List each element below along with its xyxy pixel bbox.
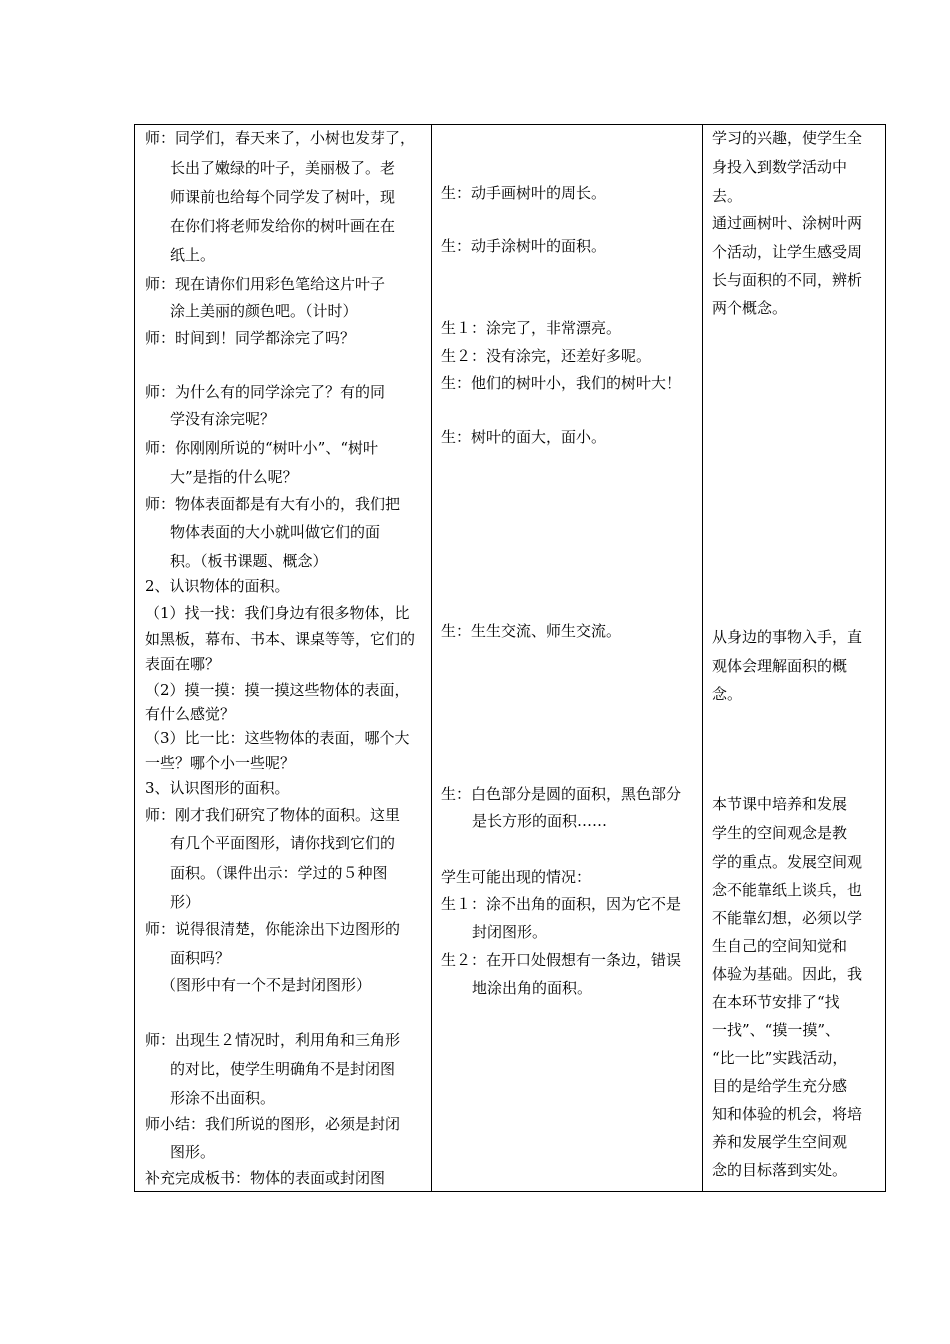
text-line: 图形。 — [170, 1143, 216, 1161]
text-line: 念。 — [712, 685, 743, 703]
text-line: 一找”、“摸一摸”、 — [712, 1021, 841, 1039]
text-line: 在你们将老师发给你的树叶画在在 — [170, 217, 396, 235]
text-line: 师：出现生２情况时，利用角和三角形 — [145, 1031, 401, 1049]
text-line: 观体会理解面积的概 — [712, 657, 848, 675]
text-line: 知和体验的机会，将培 — [712, 1105, 863, 1123]
text-line: 大”是指的什么呢？ — [170, 468, 298, 486]
text-line: 面积。（课件出示：学过的５种图 — [170, 864, 388, 882]
text-line: 表面在哪？ — [145, 655, 221, 673]
text-line: 面积吗？ — [170, 949, 231, 967]
text-line: 学的重点。发展空间观 — [712, 853, 863, 871]
text-line: 师：时间到！同学都涂完了吗？ — [145, 329, 356, 347]
text-line: 通过画树叶、涂树叶两 — [712, 214, 863, 232]
text-line: （2）摸一摸：摸一摸这些物体的表面， — [145, 681, 410, 699]
text-line: 纸上。 — [170, 246, 216, 264]
text-line: 有什么感觉？ — [145, 705, 236, 723]
text-line: （1）找一找：我们身边有很多物体，比 — [145, 604, 410, 622]
text-line: 一些？哪个小一些呢？ — [145, 754, 296, 772]
text-line: 不能靠幻想，必须以学 — [712, 909, 863, 927]
text-line: 个活动，让学生感受周 — [712, 243, 863, 261]
text-line: 生：白色部分是圆的面积，黑色部分 — [441, 785, 682, 803]
text-line: 2、认识物体的面积。 — [145, 577, 290, 595]
text-line: 形） — [170, 893, 201, 911]
text-line: 师：刚才我们研究了物体的面积。这里 — [145, 806, 401, 824]
text-line: 身投入到数学活动中 — [712, 158, 848, 176]
text-line: 学习的兴趣，使学生全 — [712, 129, 863, 147]
text-line: 生：他们的树叶小，我们的树叶大！ — [441, 374, 682, 392]
lesson-plan-table — [134, 124, 886, 1192]
design-intent-cell — [703, 125, 887, 1191]
text-line: 3、认识图形的面积。 — [145, 779, 290, 797]
text-line: 师：物体表面都是有大有小的，我们把 — [145, 495, 401, 513]
text-line: 念的目标落到实处。 — [712, 1161, 848, 1179]
text-line: 师：你刚刚所说的“树叶小”、“树叶 — [145, 439, 379, 457]
text-line: 生１：涂不出角的面积，因为它不是 — [441, 895, 682, 913]
text-line: 学生的空间观念是教 — [712, 824, 848, 842]
text-line: 涂上美丽的颜色吧。（计时） — [170, 302, 358, 320]
text-line: 学没有涂完呢？ — [170, 410, 276, 428]
text-line: 长出了嫩绿的叶子，美丽极了。老 — [170, 159, 396, 177]
text-line: 两个概念。 — [712, 299, 788, 317]
text-line: 形涂不出面积。 — [170, 1089, 276, 1107]
text-line: 物体表面的大小就叫做它们的面 — [170, 523, 381, 541]
text-line: 生：树叶的面大，面小。 — [441, 428, 607, 446]
text-line: 有几个平面图形，请你找到它们的 — [170, 834, 396, 852]
text-line: 念不能靠纸上谈兵，也 — [712, 881, 863, 899]
text-line: 封闭图形。 — [472, 923, 548, 941]
text-line: 师课前也给每个同学发了树叶，现 — [170, 188, 396, 206]
student-activity-cell — [432, 125, 702, 1191]
text-line: 生２：没有涂完，还差好多呢。 — [441, 347, 652, 365]
text-line: （图形中有一个不是封闭图形） — [161, 976, 372, 994]
text-line: 的对比，使学生明确角不是封闭图 — [170, 1060, 396, 1078]
text-line: 学生可能出现的情况： — [441, 868, 592, 886]
text-line: 师小结：我们所说的图形，必须是封闭 — [145, 1115, 401, 1133]
text-line: 生：动手涂树叶的面积。 — [441, 237, 607, 255]
text-line: 本节课中培养和发展 — [712, 795, 848, 813]
text-line: 生２：在开口处假想有一条边，错误 — [441, 951, 682, 969]
text-line: 师：为什么有的同学涂完了？有的同 — [145, 383, 386, 401]
text-line: 补充完成板书：物体的表面或封闭图 — [145, 1169, 386, 1187]
text-line: 师：现在请你们用彩色笔给这片叶子 — [145, 275, 386, 293]
text-line: 体验为基础。因此，我 — [712, 965, 863, 983]
text-line: 生：动手画树叶的周长。 — [441, 184, 607, 202]
text-line: 生１：涂完了，非常漂亮。 — [441, 319, 622, 337]
text-line: 师：同学们，春天来了，小树也发芽了， — [145, 129, 416, 147]
text-line: 目的是给学生充分感 — [712, 1077, 848, 1095]
text-line: “比一比”实践活动， — [712, 1049, 848, 1067]
text-line: 地涂出角的面积。 — [472, 979, 593, 997]
text-line: 从身边的事物入手，直 — [712, 628, 863, 646]
text-line: 生自己的空间知觉和 — [712, 937, 848, 955]
text-line: 如黑板，幕布、书本、课桌等等，它们的 — [145, 630, 416, 648]
text-line: 师：说得很清楚，你能涂出下边图形的 — [145, 920, 401, 938]
text-line: 是长方形的面积…… — [472, 812, 608, 830]
text-line: 在本环节安排了“找 — [712, 993, 840, 1011]
text-line: （3）比一比：这些物体的表面，哪个大 — [145, 729, 410, 747]
text-line: 去。 — [712, 187, 743, 205]
text-line: 长与面积的不同，辨析 — [712, 271, 863, 289]
text-line: 积。（板书课题、概念） — [170, 552, 328, 570]
text-line: 养和发展学生空间观 — [712, 1133, 848, 1151]
text-line: 生：生生交流、师生交流。 — [441, 622, 622, 640]
teacher-activity-cell — [135, 125, 431, 1191]
